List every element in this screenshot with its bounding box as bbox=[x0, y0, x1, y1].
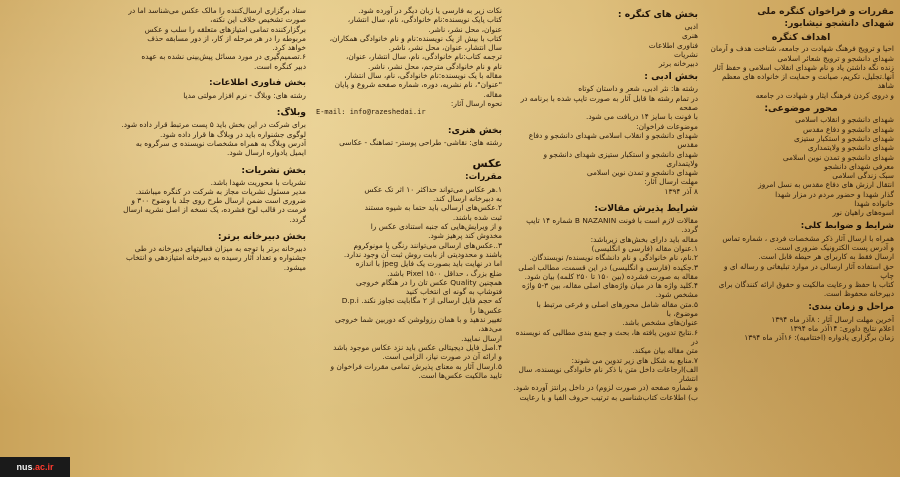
text-line: نشریات با محوریت شهدا باشد. bbox=[210, 177, 306, 187]
text-line: عنوان‌های مشخص باشد. bbox=[622, 318, 698, 328]
text-line: شهدای دانشجو و استکبار ستیزی bbox=[794, 133, 894, 143]
blog-list bbox=[116, 120, 306, 157]
text-line: نشریات bbox=[674, 49, 698, 59]
text-line: برگزارکننده تمامی امتیازهای متعلقه را سلب و عکس bbox=[144, 24, 306, 34]
text-line: ۱.عنوان مقاله (فارسی و انگلیسی) bbox=[591, 243, 698, 253]
text-line: اسوه‌های راهیان نور bbox=[832, 208, 894, 218]
text-line: ۱.هر عکاس می‌تواند حداکثر ۱۰ اثر تک عکس bbox=[364, 184, 502, 194]
text-line: مقاله با یک نویسنده:نام خانوادگی، نام، سال انتشار، bbox=[344, 71, 502, 81]
photo-rules-continued bbox=[116, 6, 306, 71]
document-subtitle: شهدای دانشجو نیشابور: bbox=[784, 17, 894, 29]
conditions-list bbox=[708, 234, 894, 299]
text-line: رشته های: وبلاگ - نرم افزار مولتی مدیا bbox=[183, 91, 306, 101]
conditions-heading: شرایط و ضوابط کلی: bbox=[800, 220, 894, 231]
text-line: متن مقاله بیان میکند. bbox=[632, 346, 698, 356]
text-line: دبیر کنگره است. bbox=[254, 61, 306, 71]
text-line: شهدای دانشجو و تمدن نوین اسلامی bbox=[782, 152, 894, 162]
art-heading: بخش هنری: bbox=[447, 124, 502, 136]
text-line: فتوشاپ به گونه ای انتخاب کنید bbox=[405, 287, 502, 297]
photo-heading: عکس bbox=[472, 156, 502, 170]
text-line: ۵.ارسال آثار به معنای پذیرش تمامی مقررات فراخوان و bbox=[330, 361, 502, 371]
text-line: مقاله به صورت فشرده (بین ۱۵۰ تا ۲۵۰ کلمه) بیان شود. bbox=[524, 271, 698, 281]
text-line: مشخص شود. bbox=[655, 290, 698, 300]
text-line: سبک زندگی اسلامی bbox=[832, 171, 894, 181]
text-line: ادبی bbox=[684, 22, 698, 31]
text-line: صورت تشخیص خلاف این نکته، bbox=[210, 15, 306, 25]
text-line: ۶.نتایج تدوین یافته ها، بحث و جمع بندی مطالبی که نویسنده در bbox=[515, 327, 698, 346]
contact-email[interactable]: E-mail: info@razeshedai.ir bbox=[316, 108, 426, 117]
text-line: به دبیرخانه ارسال کند. bbox=[433, 194, 502, 204]
text-line: مقالات لازم است با فونت B NAZANIN شماره ۱۴ تایپ گردد. bbox=[526, 216, 698, 235]
text-line: ثبت شده باشند. bbox=[452, 212, 502, 222]
text-line: ب) اطلاعات کتاب‌شناسی به ترتیب حروف الفبا و با رعایت bbox=[519, 392, 698, 402]
text-line: شهدای دانشجو و استکبار ستیزی شهدای دانشجو و ولایتمداری bbox=[543, 149, 698, 168]
text-line: معرفی شهدای دانشجو bbox=[824, 161, 894, 171]
art-list bbox=[316, 138, 502, 147]
text-line: میشود. bbox=[283, 262, 306, 272]
text-line: مخدوش کند پرهیز شود. bbox=[428, 231, 502, 241]
topics-heading: محور موضوعی: bbox=[764, 103, 838, 115]
text-line: شهدای دانشجو و انقلاب اسلامی شهدای دانشجو و دفاع مقدس bbox=[528, 130, 698, 150]
text-line: شهدای دانشجو و ترویج شعائر اسلامی bbox=[777, 53, 894, 63]
column-references-art-photo bbox=[316, 6, 502, 471]
text-line: ۳..عکس‌های ارسالی می‌توانند رنگی یا مونوکروم bbox=[353, 240, 502, 250]
text-line: همراه با ارسال آثار ذکر مشخصات فردی ، شماره تماس bbox=[722, 233, 894, 243]
text-line: دبیرخانه محفوظ است. bbox=[823, 289, 894, 299]
text-line: و دروی کردن فرهنگ ایثار و شهادت در جامعه bbox=[755, 90, 894, 100]
text-line: شهدای دانشجو و ولایتمداری bbox=[807, 143, 894, 153]
text-line: آنها.تجلیل، تکریم، صیانت و حمایت از خانواده های معظم شاهد bbox=[722, 72, 894, 91]
text-line: ۵.متن مقاله شامل محورهای اصلی و فرعی مرتبط با موضوع، با bbox=[536, 299, 698, 319]
text-line: خانواده شهدا bbox=[854, 199, 894, 209]
publications-heading: بخش نشریات: bbox=[241, 164, 306, 176]
text-line: نام و نام خانوادگی مترجم، محل نشر، ناشر. bbox=[367, 61, 502, 71]
text-line: مهلت ارسال آثار: bbox=[644, 177, 698, 187]
publications-list bbox=[116, 178, 306, 224]
text-line: زنده نگه داشتن یاد و نام شهدای انقلاب اسلامی و حفظ آثار bbox=[713, 62, 894, 72]
text-line: کتاب یایک نویسنده:نام خانوادگی، نام، سال انتشار، bbox=[347, 15, 502, 25]
text-line: مقاله باید دارای بخش‌های زیرباشد: bbox=[590, 234, 698, 244]
it-list bbox=[116, 91, 306, 100]
text-line: و شماره صفحه (در صورت لزوم) در داخل پرانتز آورده شود. bbox=[513, 383, 698, 393]
text-line: ۲.عکس‌های ارسالی باید حتما به شیوه مستند bbox=[364, 203, 502, 213]
text-line: و آدرس پست الکترونیک ضروری است. bbox=[774, 242, 894, 252]
text-line: زمان برگزاری یادواره (اختتامیه): ۱۶آذر ماه ۱۳۹۴ bbox=[744, 333, 894, 343]
photo-rules-heading: مقررات: bbox=[465, 171, 502, 182]
sections-heading: بخش های کنگره : bbox=[617, 9, 698, 20]
sections-list bbox=[512, 22, 698, 68]
text-line: شهدای دانشجو و انقلاب اسلامی bbox=[795, 115, 894, 125]
column-it-publications bbox=[116, 6, 306, 471]
logo-text-main: nus bbox=[16, 462, 33, 472]
text-line: برای شرکت در این بخش باید ۵ پست مرتبط قرار داده شود. bbox=[121, 120, 306, 130]
text-line: همچنین Quality عکس تان را در هنگام خروجی bbox=[355, 277, 502, 287]
text-line: موضوعات فراخوان: bbox=[636, 121, 698, 131]
text-line: فرمت در قالب لوح فشرده، یک نسخه از اصل نشریه ارسال bbox=[123, 205, 306, 215]
text-line: دبیرخانه برتر با توجه به میزان فعالیتهای دبیرخانه در طی bbox=[134, 244, 306, 254]
text-line: ۳.چکیده (فارسی و انگلیسی) در این قسمت، مطالب اصلی bbox=[518, 262, 698, 272]
text-line: انتقال ارزش های دفاع مقدس به نسل امروز bbox=[758, 180, 894, 190]
text-line: عنوان، محل نشر، ناشر. bbox=[428, 24, 502, 34]
text-line: باشند و محدودیتی از بابت روش ثبت آن وجود ندارد. bbox=[343, 249, 502, 259]
text-line: ۴.کلید واژه ها در میان واژه‌های اصلی مقاله، بین ۳-۵ واژه bbox=[522, 281, 698, 291]
it-heading: بخش فناوری اطلاعات: bbox=[209, 78, 306, 89]
site-logo bbox=[0, 457, 70, 477]
timeline-list bbox=[708, 315, 894, 343]
text-line: تغییر ندهید و با همان رزولوشن که دوربین شما خروجی می‌دهد، bbox=[334, 315, 502, 334]
text-line: اما در نهایت باید بصورت یک فایل jpeg با اندازه bbox=[355, 259, 502, 269]
text-line: آخرین مهلت ارسال آثار : ۸آذر ماه ۱۳۹۴ bbox=[771, 314, 894, 324]
text-line: شهدای دانشجو و دفاع مقدس bbox=[803, 124, 894, 134]
text-line: الف)ارجاعات داخل متن با ذکر نام خانوادگی نویسنده، سال انتشار bbox=[518, 364, 698, 384]
text-line: ۴.اصل فایل دیجیتالی عکس باید نزد عکاس موجود باشد bbox=[333, 342, 502, 352]
articles-list bbox=[512, 216, 698, 402]
text-line: نکات زیر به فارسی یا زبان دیگر در آورده شود. bbox=[358, 6, 502, 15]
text-line: فناوری اطلاعات bbox=[648, 40, 698, 50]
column-rules-goals bbox=[708, 6, 894, 471]
text-line: و ارائه آن در صورت نیاز، الزامی است. bbox=[382, 352, 502, 362]
text-line: ۶.تصمیم‌گیری در مورد مسائل پیش‌بینی نشده به عهده bbox=[141, 52, 306, 62]
articles-heading: شرایط پذیرش مقالات: bbox=[594, 203, 698, 215]
photo-rules-list bbox=[316, 185, 502, 380]
text-line: مربوطه را در هر مرحله از کار، از دور مسابقه حذف bbox=[147, 33, 306, 43]
best-office-heading: بخش دبیرخانه برتر: bbox=[217, 231, 306, 243]
text-line: ستاد برگزاری ارسال‌کننده را مالک عکس می‌شناسد اما در bbox=[128, 6, 306, 15]
text-line: که حجم فایل ارسالی از ۲ مگابایت تجاوز نکند. D.p.i عکس‌ها را bbox=[341, 296, 502, 315]
text-line: در تمام رشته ها قابل آثار به صورت تایپ شده با برنامه در صفحه bbox=[520, 93, 698, 113]
text-line: لوگوی جشنواره باید در وبلاگ ها قرار داده شود. bbox=[160, 129, 306, 139]
text-line: دبیرخانه برتر bbox=[658, 59, 698, 69]
text-line: ارسال فقط به کاربرای هر حیطه قابل است. bbox=[758, 252, 894, 262]
text-line: ۸ آذر ۱۳۹۴ bbox=[664, 186, 698, 196]
text-line: هنری bbox=[682, 31, 698, 41]
text-line: گردد. bbox=[289, 214, 306, 224]
text-line: ۷.منابع به شکل های زیر تدوین می شوند: bbox=[571, 355, 698, 365]
text-line: رشته ها: نثر ادبی، شعر و داستان کوتاه bbox=[578, 84, 698, 94]
text-line: "عنوان"، نام نشریه، دوره، شماره صفحه شروع و پایان مقاله. bbox=[334, 80, 502, 99]
column-sections-literary bbox=[512, 6, 698, 471]
text-line: سال انتشار، عنوان، محل نشر، ناشر. bbox=[388, 43, 502, 53]
document-title: مقررات و فراخوان کنگره ملی bbox=[757, 6, 894, 17]
text-line: کتاب با حفظ و رعایت مالکیت و حقوق ارائه کنندگان برای bbox=[718, 280, 894, 290]
goals-list bbox=[708, 44, 894, 100]
timeline-heading: مراحل و زمان بندی: bbox=[808, 301, 894, 312]
text-line: ضلع بزرگ ، حداقل ۱۵۰۰ Pixel باشد. bbox=[387, 268, 502, 278]
text-line: ارسال نمایید. bbox=[461, 333, 502, 343]
text-line: با فونت با سایز ۱۴ دریافت می شود. bbox=[586, 112, 698, 122]
text-line: آدرس وبلاگ به همراه مشخصات نویسنده ی سرگروه به bbox=[135, 138, 306, 148]
text-line: جشنواره و تعداد آثار رسیده به دبیرخانه امتیازدهی و انتخاب bbox=[126, 253, 306, 263]
text-line: ایمیل یادواره ارسال شود. bbox=[226, 148, 306, 158]
text-line: خواهد کرد. bbox=[272, 43, 306, 53]
text-line: ترجمه کتاب:نام خانوادگی، نام، سال انتشار، عنوان، bbox=[345, 52, 502, 62]
text-line: گذار شهدا و حضور مردم در مزار شهدا bbox=[775, 189, 894, 199]
text-line: احیا و ترویج فرهنگ شهادت در جامعه، شناخت هدف و آرمان bbox=[710, 44, 894, 54]
blog-heading: وبلاگ: bbox=[276, 107, 306, 119]
text-line: تایید مالکیت عکس‌ها است. bbox=[418, 370, 502, 380]
literary-list bbox=[512, 84, 698, 196]
text-line: رشته های: نقاشی- طراحی پوستر- تصاهنگ - عکاسی bbox=[339, 137, 502, 147]
goals-heading: اهداف کنگره bbox=[771, 32, 831, 43]
logo-text-accent: .ac.ir bbox=[32, 462, 54, 472]
text-line: نحوه ارسال آثار: bbox=[450, 98, 502, 108]
best-office-list bbox=[116, 244, 306, 272]
text-line: اعلام نتایج داوری: ۱۴آذر ماه ۱۳۹۴ bbox=[789, 324, 894, 334]
text-line: مدیر مسئول نشریات مجاز به شرکت در کنگره میباشند. bbox=[135, 186, 306, 196]
text-line: ۲.نام، نام خانوادگی و نام دانشگاه نویسنده/ نویسندگان. bbox=[529, 253, 698, 263]
literary-heading: بخش ادبی : bbox=[644, 71, 698, 83]
text-line: حق استفاده آثار ارسالی در موارد تبلیغاتی و رساله ای و چاپ bbox=[723, 261, 894, 280]
text-line: شهدای دانشجو و تمدن نوین اسلامی bbox=[586, 168, 698, 178]
text-line: کتاب با بیش از یک نویسنده:نام و نام خانوادگی همکاران، bbox=[329, 33, 502, 43]
text-line: و از ویرایش‌هایی که جنبه استنادی عکس را bbox=[370, 222, 502, 232]
topics-list bbox=[708, 115, 894, 217]
text-line: ضروری است ضمن ارسال طرح روی جلد با وضوح ۳۰۰ و bbox=[131, 196, 306, 206]
references-list bbox=[316, 6, 502, 108]
